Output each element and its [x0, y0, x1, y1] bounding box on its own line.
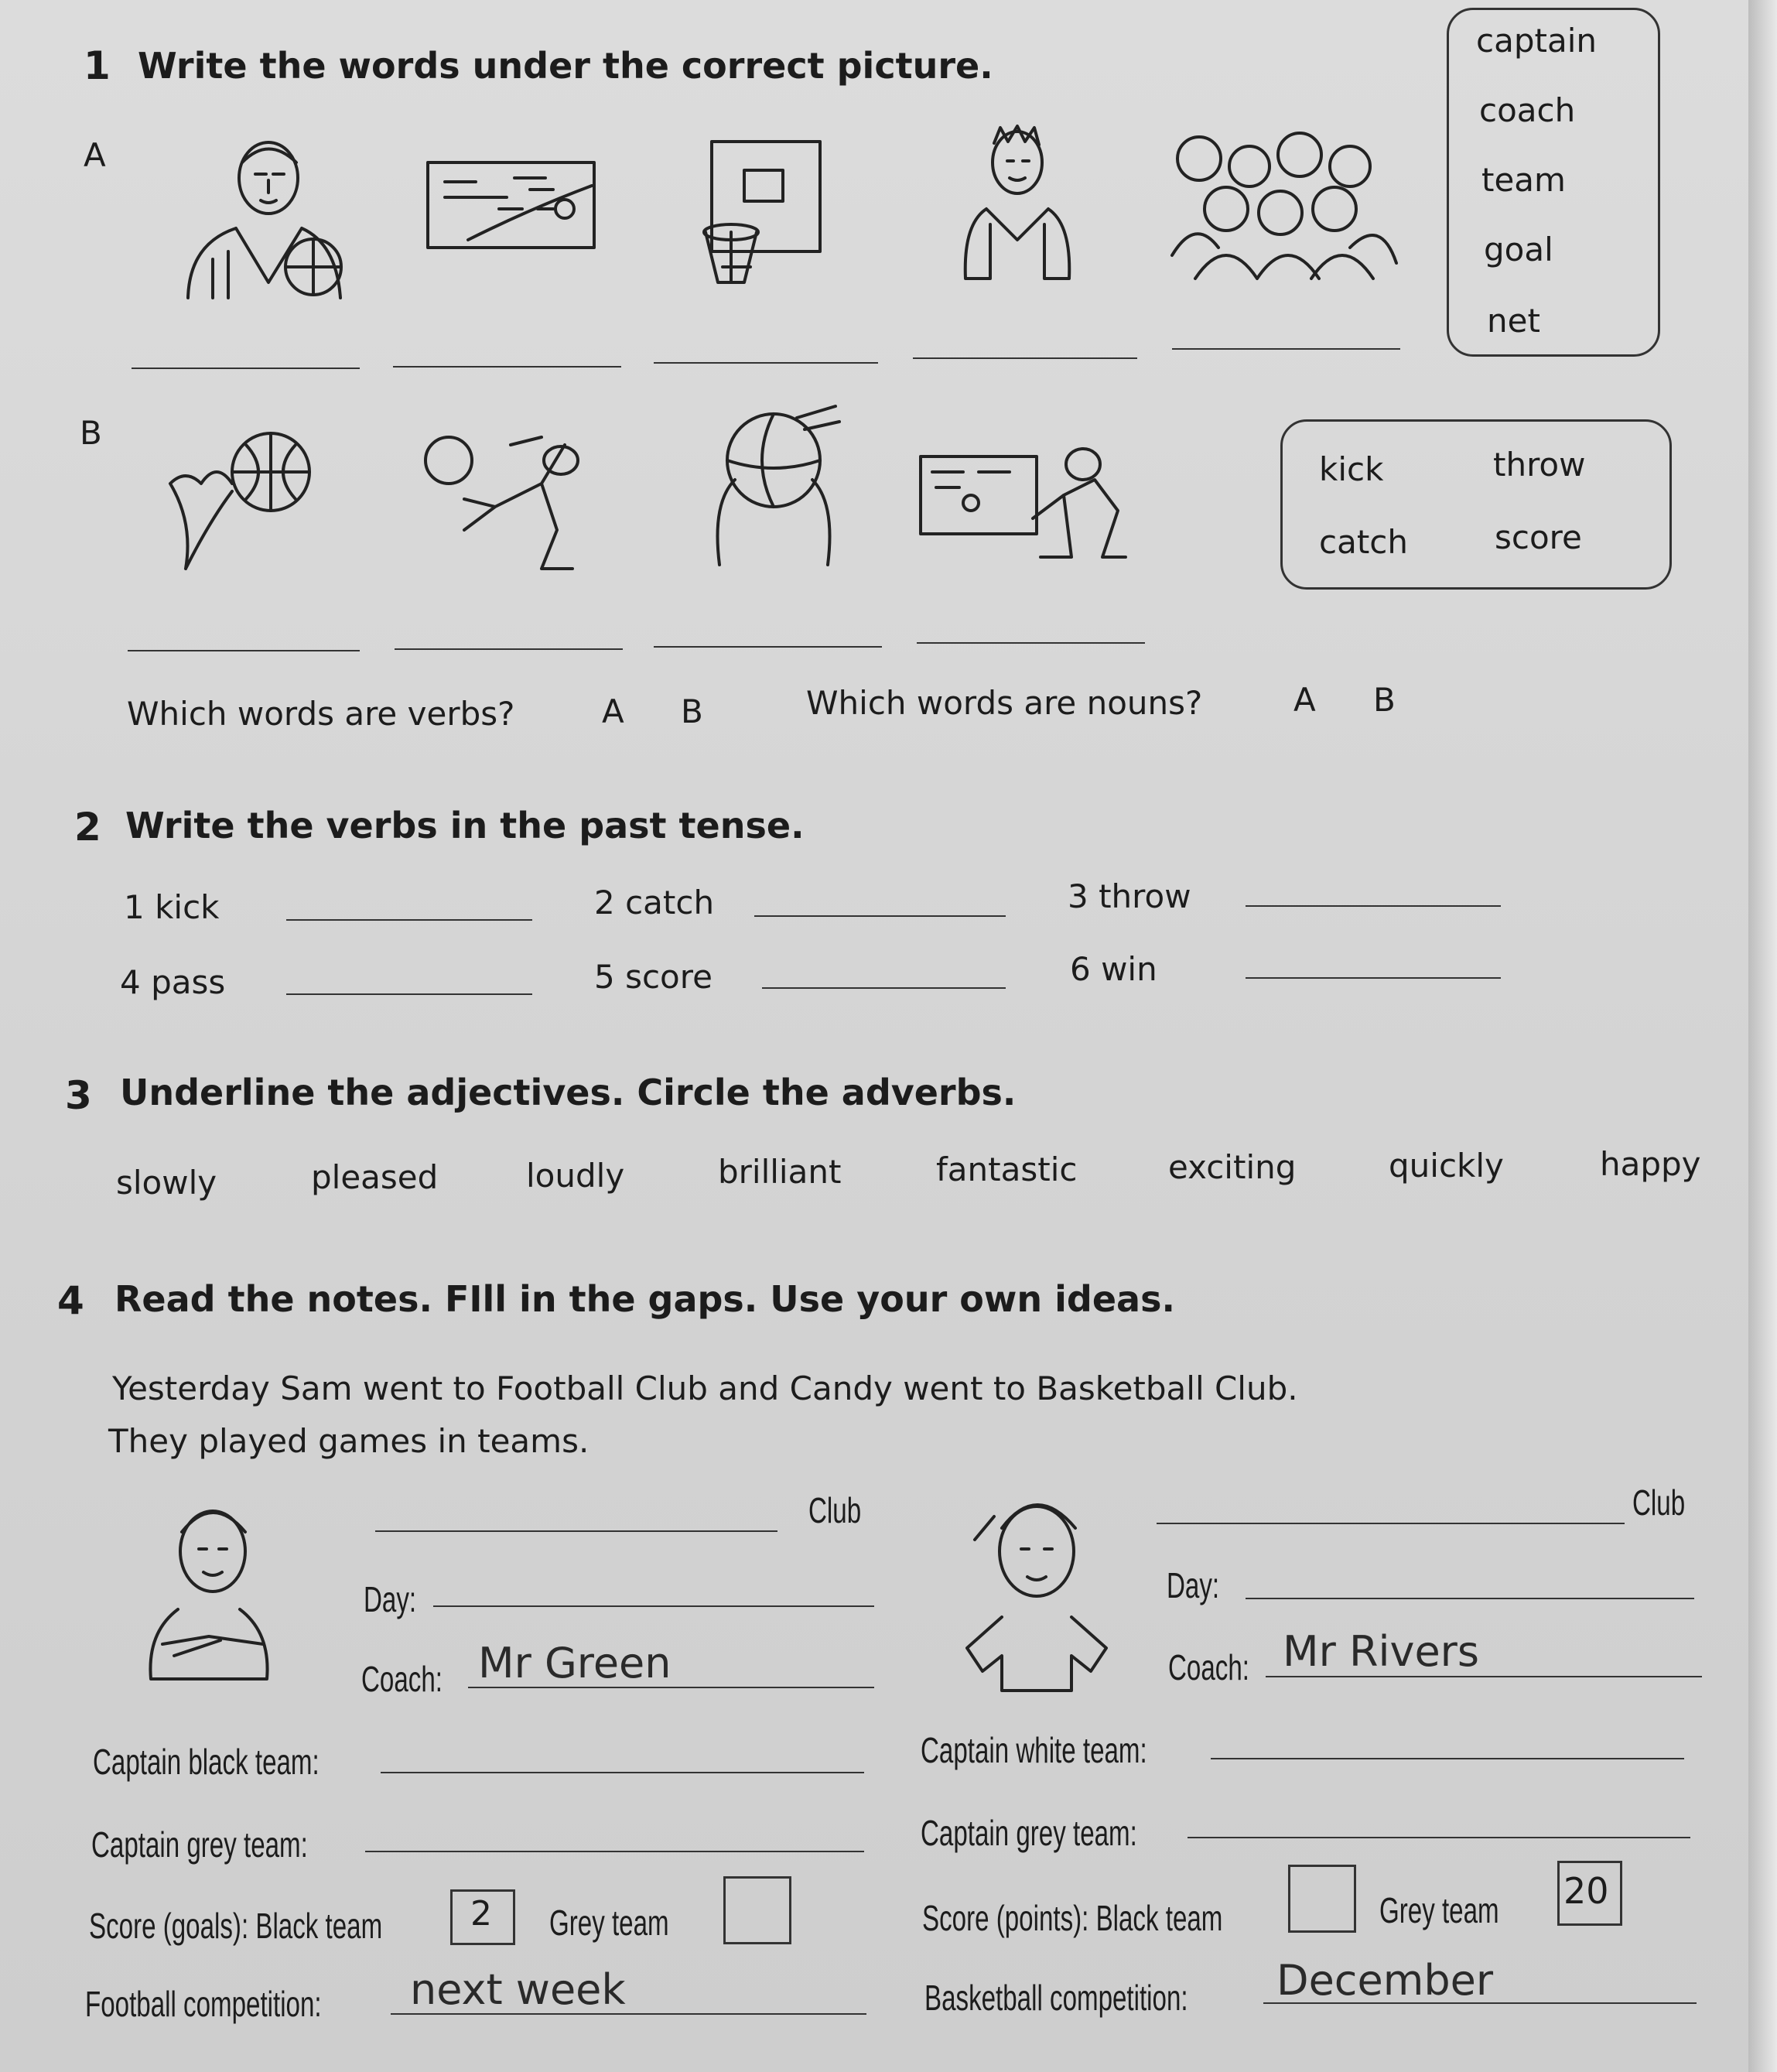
coach-blank-right[interactable]: [1266, 1676, 1702, 1677]
kick-picture: [418, 429, 611, 576]
candy-picture: [959, 1486, 1106, 1694]
word-option[interactable]: pleased: [311, 1158, 439, 1196]
answer-blank[interactable]: [395, 648, 623, 650]
exercise-3-number: 3: [65, 1073, 92, 1118]
word-option[interactable]: brilliant: [718, 1153, 842, 1191]
answer-blank[interactable]: [393, 366, 621, 368]
competition-label-left: Football competition:: [85, 1984, 322, 2024]
score-box-grey-left[interactable]: [723, 1876, 791, 1944]
score-label-left: Score (goals): Black team: [89, 1906, 383, 1946]
coach-value-left: Mr Green: [478, 1639, 672, 1687]
catch-picture: [155, 429, 325, 576]
verbs-question: Which words are verbs?: [127, 695, 515, 733]
word-box-a-item: net: [1487, 302, 1540, 340]
word-option[interactable]: happy: [1600, 1145, 1701, 1183]
word-box-b-item: kick: [1319, 450, 1384, 488]
verbs-option-a[interactable]: A: [602, 692, 624, 730]
answer-blank[interactable]: [762, 987, 1006, 989]
coach-value-right: Mr Rivers: [1283, 1627, 1479, 1676]
club-name-blank-left[interactable]: [375, 1530, 777, 1532]
captain-white-label: Captain white team:: [921, 1730, 1147, 1770]
competition-value-left: next week: [410, 1965, 626, 2014]
answer-blank[interactable]: [654, 646, 882, 648]
verb-item: 1 kick: [124, 888, 220, 926]
answer-blank[interactable]: [128, 650, 360, 651]
word-box-b-item: catch: [1319, 523, 1409, 561]
sam-picture: [143, 1501, 279, 1683]
answer-blank[interactable]: [1246, 977, 1501, 979]
goal-picture: [422, 155, 603, 271]
club-name-blank-right[interactable]: [1157, 1523, 1625, 1524]
intro-line-1: Yesterday Sam went to Football Club and Candy went to Basketball Club.: [112, 1369, 1298, 1407]
nouns-option-a[interactable]: A: [1293, 681, 1316, 719]
answer-blank[interactable]: [1246, 905, 1501, 907]
verb-item: 6 win: [1070, 950, 1157, 988]
row-b-label: B: [80, 414, 102, 452]
club-label-right: Club: [1632, 1482, 1686, 1523]
answer-blank[interactable]: [132, 368, 360, 369]
answer-blank[interactable]: [654, 362, 878, 364]
nouns-question: Which words are nouns?: [806, 684, 1203, 722]
basket-picture: [696, 135, 828, 290]
exercise-4-number: 4: [57, 1278, 84, 1323]
captain-black-label: Captain black team:: [93, 1742, 320, 1782]
team2-label-right: Grey team: [1379, 1890, 1499, 1930]
exercise-3-title: Underline the adjectives. Circle the adverbs.: [120, 1072, 1017, 1113]
exercise-4-title: Read the notes. FIll in the gaps. Use your own ideas.: [114, 1278, 1175, 1320]
score-box-black-right[interactable]: [1288, 1865, 1356, 1933]
answer-blank[interactable]: [754, 915, 1006, 917]
word-option[interactable]: slowly: [116, 1164, 217, 1202]
word-option[interactable]: loudly: [526, 1157, 625, 1195]
verb-item: 3 throw: [1068, 877, 1191, 915]
word-box-a-item: goal: [1484, 231, 1553, 268]
captain-grey-blank-left[interactable]: [365, 1851, 864, 1852]
verb-item: 5 score: [594, 958, 713, 996]
word-box-a-item: team: [1481, 161, 1566, 199]
captain-grey-label-left: Captain grey team:: [91, 1824, 308, 1865]
day-blank-right[interactable]: [1246, 1598, 1694, 1599]
captain-black-blank[interactable]: [381, 1772, 864, 1773]
answer-blank[interactable]: [286, 993, 532, 995]
coach-label-right: Coach:: [1168, 1647, 1249, 1687]
word-option[interactable]: exciting: [1168, 1148, 1297, 1186]
day-label-left: Day:: [364, 1579, 417, 1619]
verb-item: 4 pass: [120, 963, 226, 1001]
captain-white-blank[interactable]: [1211, 1758, 1684, 1759]
word-box-b-item: score: [1495, 518, 1582, 556]
exercise-2-title: Write the verbs in the past tense.: [125, 805, 805, 846]
score-value-black-left: 2: [470, 1894, 492, 1934]
word-option[interactable]: quickly: [1389, 1147, 1504, 1185]
captain-grey-blank-right[interactable]: [1188, 1837, 1690, 1838]
verbs-option-b[interactable]: B: [681, 692, 703, 730]
score-picture: [917, 441, 1141, 565]
club-label-left: Club: [808, 1490, 862, 1530]
word-box-a-item: captain: [1476, 22, 1597, 60]
score-label-right: Score (points): Black team: [922, 1898, 1223, 1938]
team-picture: [1164, 124, 1404, 279]
word-box-b: [1280, 419, 1672, 590]
team2-label-left: Grey team: [549, 1903, 669, 1943]
day-label-right: Day:: [1167, 1565, 1220, 1605]
answer-blank[interactable]: [1172, 348, 1400, 350]
competition-value-right: December: [1276, 1956, 1494, 2005]
word-option[interactable]: fantastic: [936, 1151, 1078, 1188]
exercise-2-number: 2: [74, 805, 101, 850]
score-value-grey-right: 20: [1563, 1870, 1609, 1912]
answer-blank[interactable]: [917, 642, 1145, 644]
word-box-a-item: coach: [1479, 91, 1576, 129]
captain-picture: [959, 124, 1075, 286]
exercise-1-number: 1: [84, 43, 111, 88]
coach-label-left: Coach:: [361, 1659, 443, 1699]
exercise-1-title: Write the words under the correct picture.: [138, 45, 993, 87]
competition-label-right: Basketball competition:: [924, 1978, 1188, 2018]
day-blank-left[interactable]: [433, 1605, 874, 1607]
nouns-option-b[interactable]: B: [1373, 681, 1396, 719]
throw-picture: [704, 402, 843, 569]
word-box-b-item: throw: [1493, 446, 1586, 484]
verb-item: 2 catch: [594, 884, 715, 921]
row-a-label: A: [84, 136, 106, 174]
intro-line-2: They played games in teams.: [108, 1422, 589, 1460]
answer-blank[interactable]: [913, 357, 1137, 359]
answer-blank[interactable]: [286, 919, 532, 921]
captain-grey-label-right: Captain grey team:: [921, 1813, 1137, 1853]
page-spine: [1748, 0, 1777, 2072]
coach-picture: [182, 135, 348, 298]
